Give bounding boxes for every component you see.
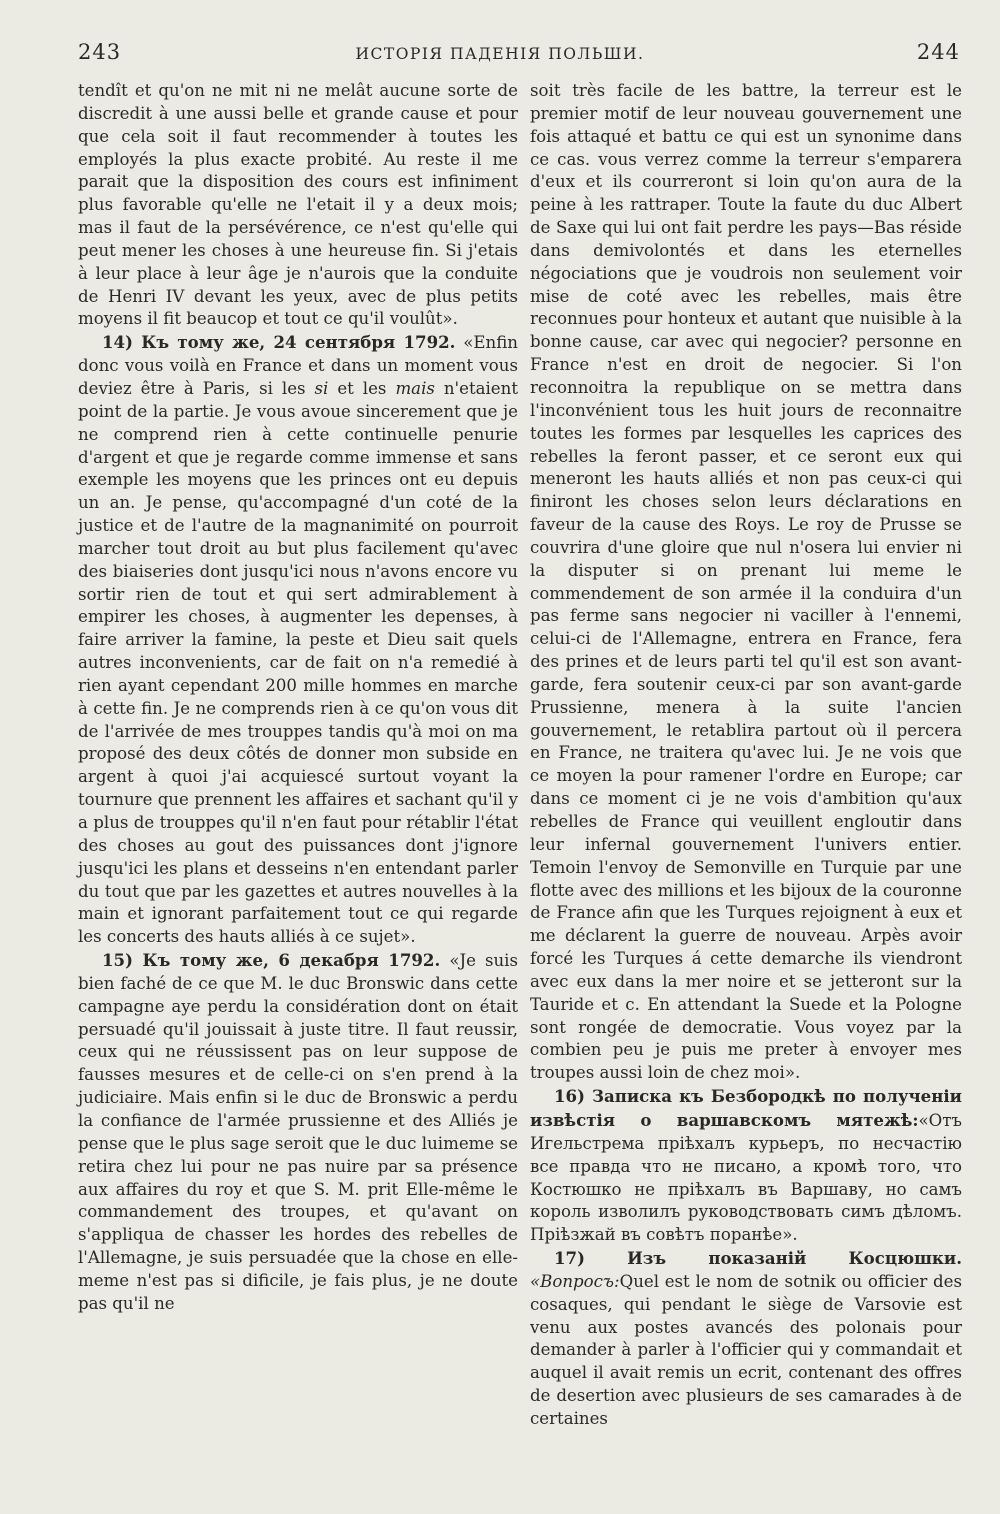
paragraph-14	[78, 331, 518, 949]
paragraph-17-text: Quel est le nom de sotnik ou officier des cosaques, qui pendant le siège de Varsovie est venu aux postes avancés des polonais pour demander à parler à l'officier qui y commandait et auquel il avait remis un ecrit, contenant des offres de desertion avec plusieurs de ses camarades à de certaines	[530, 1271, 962, 1428]
left-page-number: 243	[78, 40, 122, 64]
paragraph-14-text-a: «Enfin donc vous voilà en France et dans un moment vous deviez être à Paris, si les	[78, 333, 518, 398]
question-label: «Вопросъ:	[530, 1271, 620, 1291]
paragraph-14-text-c: n'etaient point de la partie. Je vous avoue sincerement que je ne comprend rien à cette continuelle penurie d'argent et que je regarde comme immense et sans exemple les moyens que les princes ont eu depuis un an. Je pense, qu'accompagné d'un coté de la justice et de l'autre de la magnanimité on pourroit marcher tout droit au but plus facilement qu'avec des biaiseries dont jusqu'ici nous n'avons encore vu sortir rien de tout et qui sert admirablement à empirer les choses, à augmenter les depenses, à faire arriver la famine, la peste et Dieu sait quels autres inconvenients, car de fait on n'a remedié à rien ayant cependant 200 mille hommes en marche à cette fin. Je ne comprends rien à ce qu'on vous dit de l'arrivée de mes trouppes tandis qu'à moi on ma proposé des deux côtés de donner mon subside en argent à quoi j'ai acquiescé surtout voyant la tournure que prennent les affaires et sachant qu'il y a plus de trouppes qu'il n'en faut pour rétablir l'état des choses au gout des puissances dont j'ignore jusqu'ici les plans et desseins n'en entendant parler du tout que par les gazettes et autres nouvelles à la main et ignorant parfaitement tout ce qui regarde les concerts des hauts alliés à ce sujet».	[78, 378, 518, 947]
paragraph-15	[78, 949, 518, 1316]
page-header	[0, 0, 1000, 80]
paragraph-continued-right: soit très facile de les battre, la terreur est le premier motif de leur nouveau gouvernement une fois attaqué et battu ce qui est un synonime dans ce cas. vous verrez comme la terreur s'emparera d'eux et ils courreront si loin qu'on aura de la peine à les rattraper. Toute la faute du duc Albert de Saxe qui lui ont fait perdre les pays—Bas réside dans demivolontés et dans les eternelles négociations que je voudrois non seulement voir mise de coté avec les rebelles, mais être reconnues pour honteux et autant que nuisible à la bonne cause, car avec qui negocier? personne en France n'est en droit de negocier. Si l'on reconnoitra la republique on se mettra dans l'inconvénient tous les huit jours de reconnaitre toutes les formes par lesquelles les caprices des rebelles la feront passer, et ce seront eux qui meneront les hauts alliés et non pas ceux-ci qui finiront les choses selon leurs déclarations en faveur de la cause des Roys. Le roy de Prusse se couvrira d'une gloire que nul n'osera lui envier ni la disputer si on prenant lui meme le commendement de son armée il la conduira d'un pas ferme sans negocier ni vaciller à l'ennemi, celui-ci de l'Allemagne, entrera en France, fera des prines et de leurs parti tel qu'il est son avant-garde, fera soutenir ceux-ci par son avant-garde Prussienne, menera à la suite l'ancien gouvernement, le retablira partout où il percera en France, ne traitera qu'avec lui. Je ne vois que ce moyen la pour ramener l'ordre en Europe; car dans ce moment ci je ne vois d'ambition qu'aux rebelles de France qui veuillent engloutir dans leur infernal gouvernement l'univers entier. Temoin l'envoy de Semonville en Turquie par une flotte avec des millions et les bijoux de la couronne de France afin que les Turques rejoignent à eux et me déclarent la guerre de nouveau. Arpès avoir forcé les Turques á cette demarche ils viendront avec eux dans la mer noire et se jetteront sur la Tauride et c. En attendant la Suede et la Pologne sont rongée de democratie. Vous voyez par la combien peu je puis me preter à envoyer mes troupes aussi loin de chez moi».	[530, 81, 962, 1083]
entry-label-14: 14) Къ тому же, 24 сентября 1792.	[102, 332, 456, 353]
word-mais: mais	[395, 378, 435, 398]
entry-label-17: 17) Изъ показаній Косцюшки.	[554, 1248, 962, 1269]
running-title: ИСТОРІЯ ПАДЕНІЯ ПОЛЬШИ.	[355, 45, 645, 63]
right-column	[530, 80, 962, 1431]
paragraph-continued: tendît et qu'on ne mit ni ne melât aucune sorte de discredit à une aussi belle et grande cause et pour que cela soit il faut recommender à toutes les employés la plus exacte probité. Au reste il me parait que la disposition des cours est infiniment plus favorable qu'elle ne l'etait il y a deux mois; mas il faut de la persévérence, ce n'est qu'elle qui peut mener les choses à une heureuse fin. Si j'etais à leur place à leur âge je n'aurois que la conduite de Henri IV devant les yeux, avec de plus petits moyens il fit beaucop et tout ce qu'il voulût».	[78, 81, 518, 329]
paragraph-15-text: «Je suis bien faché de ce que M. le duc Bronswic dans cette campagne aye perdu la considération dont on était persuadé qu'il jouissait à juste titre. Il faut reussir, ceux qui ne réussissent pas on leur suppose de fausses mesures et de celle-ci on s'en prend à la judiciaire. Mais enfin si le duc de Bronswic a perdu la confiance de l'armée prussienne et des Alliés je pense que le plus sage seroit que le duc luimeme se retira chez lui pour ne pas nuire par sa présence aux affaires du roy et que S. M. prit Elle-même le commandement des troupes, et qu'avant on s'appliqua de chasser les hordes des rebelles de l'Allemagne, je suis persuadée que la chose en elle-meme n'est pas si dificile, je fais plus, je ne doute pas qu'il ne	[78, 951, 518, 1313]
entry-label-15: 15) Къ тому же, 6 декабря 1792.	[102, 950, 441, 971]
paragraph-16-text: «Отъ Игельстрема пріѣхалъ курьеръ, по несчастію все правда что не писано, а кромѣ того, что Костюшко не пріѣхалъ въ Варшаву, но самъ король изволилъ руководствовать симъ дѣломъ. Пріѣзжай въ совѣтъ поранѣе».	[530, 1110, 962, 1245]
left-column	[78, 80, 518, 1316]
entry-label-16: 16) Записка къ Безбородкѣ по полученіи извѣстія о варшавскомъ мятежѣ:	[530, 1086, 962, 1130]
paragraph-14-text-b: et les	[337, 378, 387, 398]
word-si: si	[314, 378, 329, 398]
paragraph-16	[530, 1085, 962, 1247]
paragraph-17	[530, 1247, 962, 1431]
right-page-number: 244	[916, 40, 960, 64]
